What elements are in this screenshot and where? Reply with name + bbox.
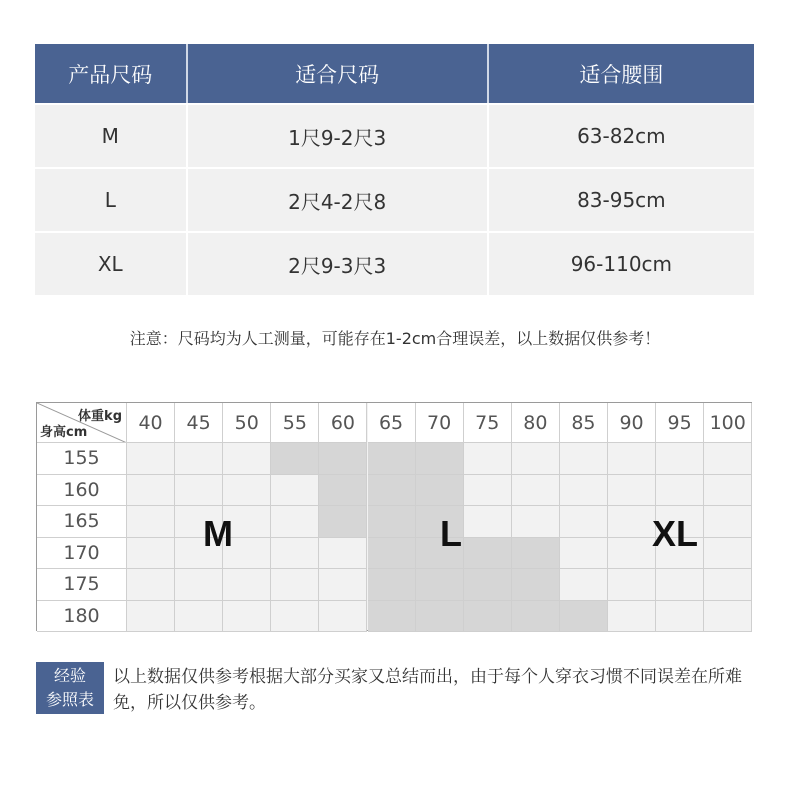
grid-cell	[127, 601, 175, 633]
grid-cell	[560, 538, 608, 570]
waist-cell: 63-82cm	[487, 105, 754, 167]
grid-cell	[512, 443, 560, 475]
grid-cell-l-zone	[416, 601, 464, 633]
grid-cell	[656, 601, 704, 633]
grid-cell	[271, 569, 319, 601]
table-row	[35, 233, 754, 295]
grid-cell	[608, 475, 656, 507]
badge-line-1: 经验	[53, 666, 86, 685]
badge-line-2: 参照表	[45, 690, 94, 709]
grid-cell	[704, 506, 752, 538]
grid-cell	[127, 475, 175, 507]
weight-header-cell: 90	[608, 403, 656, 443]
grid-cell	[464, 506, 512, 538]
grid-cell-l-zone	[319, 475, 367, 507]
grid-cell	[223, 475, 271, 507]
grid-cell-l-zone	[368, 475, 416, 507]
grid-cell-l-zone	[368, 569, 416, 601]
grid-cell-l-zone	[368, 443, 416, 475]
grid-cell	[175, 443, 223, 475]
zone-label-l: L	[440, 513, 462, 554]
waist-cell: 96-110cm	[487, 233, 754, 295]
weight-header-cell: 85	[560, 403, 608, 443]
header-fit-size: 适合尺码	[186, 44, 487, 103]
header-fit-waist: 适合腰围	[487, 44, 754, 103]
grid-cell	[608, 601, 656, 633]
grid-cell	[127, 569, 175, 601]
height-header-cell: 160	[37, 475, 127, 507]
grid-cell-l-zone	[319, 443, 367, 475]
grid-cell-l-zone	[368, 601, 416, 633]
height-header-cell: 180	[37, 601, 127, 633]
grid-cell	[608, 506, 656, 538]
grid-cell	[512, 475, 560, 507]
grid-cell	[608, 538, 656, 570]
zone-label-m: M	[203, 513, 233, 554]
height-header-cell: 165	[37, 506, 127, 538]
reference-badge	[36, 662, 104, 714]
grid-cell-l-zone	[416, 569, 464, 601]
size-cell: M	[101, 124, 119, 148]
grid-cell-l-zone	[416, 443, 464, 475]
grid-corner	[37, 403, 127, 443]
grid-cell	[223, 569, 271, 601]
grid-cell	[175, 475, 223, 507]
grid-cell	[656, 569, 704, 601]
grid-cell	[560, 475, 608, 507]
grid-cell	[223, 443, 271, 475]
grid-cell	[608, 443, 656, 475]
grid-cell	[319, 601, 367, 633]
size-cell: L	[104, 188, 116, 212]
fit-size-cell: 2尺9-3尺3	[186, 233, 487, 295]
grid-cell	[175, 601, 223, 633]
fit-size-cell: 2尺4-2尺8	[186, 169, 487, 231]
grid-cell-l-zone	[368, 506, 416, 538]
grid-cell-l-zone	[464, 569, 512, 601]
weight-header-cell: 100	[704, 403, 752, 443]
header-product-size: 产品尺码	[68, 62, 153, 87]
height-header-cell: 175	[37, 569, 127, 601]
grid-cell	[656, 475, 704, 507]
weight-header-cell: 80	[512, 403, 560, 443]
grid-cell	[704, 443, 752, 475]
grid-cell	[560, 569, 608, 601]
grid-cell	[223, 601, 271, 633]
grid-cell-l-zone	[512, 569, 560, 601]
grid-cell	[127, 506, 175, 538]
grid-cell	[560, 443, 608, 475]
grid-cell	[175, 569, 223, 601]
grid-cell	[127, 443, 175, 475]
weight-header-cell: 40	[127, 403, 175, 443]
grid-cell-l-zone	[512, 601, 560, 633]
grid-cell	[704, 601, 752, 633]
grid-cell	[271, 506, 319, 538]
height-header-cell: 155	[37, 443, 127, 475]
weight-header-cell: 50	[223, 403, 271, 443]
grid-cell	[704, 569, 752, 601]
weight-header-cell: 95	[656, 403, 704, 443]
grid-cell-l-zone	[271, 443, 319, 475]
grid-cell	[464, 475, 512, 507]
grid-cell-l-zone	[560, 601, 608, 633]
grid-cell	[704, 475, 752, 507]
weight-header-cell: 60	[319, 403, 367, 443]
table-row	[35, 169, 754, 231]
height-axis-label: 身高cm	[40, 425, 88, 440]
fit-size-cell: 1尺9-2尺3	[186, 105, 487, 167]
grid-cell	[271, 601, 319, 633]
weight-header-cell: 45	[175, 403, 223, 443]
grid-cell	[512, 506, 560, 538]
weight-header-cell: 55	[271, 403, 319, 443]
height-header-cell: 170	[37, 538, 127, 570]
size-cell: XL	[97, 252, 123, 276]
size-table-header	[35, 44, 754, 103]
weight-header-cell: 65	[368, 403, 416, 443]
zone-label-xl: XL	[652, 513, 699, 554]
grid-cell	[127, 538, 175, 570]
grid-cell	[271, 475, 319, 507]
grid-cell	[704, 538, 752, 570]
footer-disclaimer: 以上数据仅供参考根据大部分买家又总结而出，由于每个人穿衣习惯不同误差在所难免，所以仅供参考。	[113, 667, 742, 713]
weight-header-cell: 70	[416, 403, 464, 443]
weight-axis-label: 体重kg	[78, 409, 122, 424]
size-reference-grid	[36, 402, 752, 631]
grid-cell	[656, 443, 704, 475]
table-row	[35, 105, 754, 167]
grid-cell-l-zone	[368, 538, 416, 570]
grid-cell-l-zone	[464, 601, 512, 633]
grid-cell	[560, 506, 608, 538]
grid-cell	[319, 538, 367, 570]
weight-header-cell: 75	[464, 403, 512, 443]
grid-cell-l-zone	[464, 538, 512, 570]
grid-cell-l-zone	[416, 475, 464, 507]
grid-cell	[608, 569, 656, 601]
measurement-note: 注意：尺码均为人工测量，可能存在1-2cm合理误差，以上数据仅供参考！	[129, 329, 661, 348]
grid-cell-l-zone	[512, 538, 560, 570]
grid-cell	[271, 538, 319, 570]
grid-cell	[319, 569, 367, 601]
size-table	[35, 44, 754, 295]
waist-cell: 83-95cm	[487, 169, 754, 231]
grid-cell	[464, 443, 512, 475]
grid-cell-l-zone	[319, 506, 367, 538]
